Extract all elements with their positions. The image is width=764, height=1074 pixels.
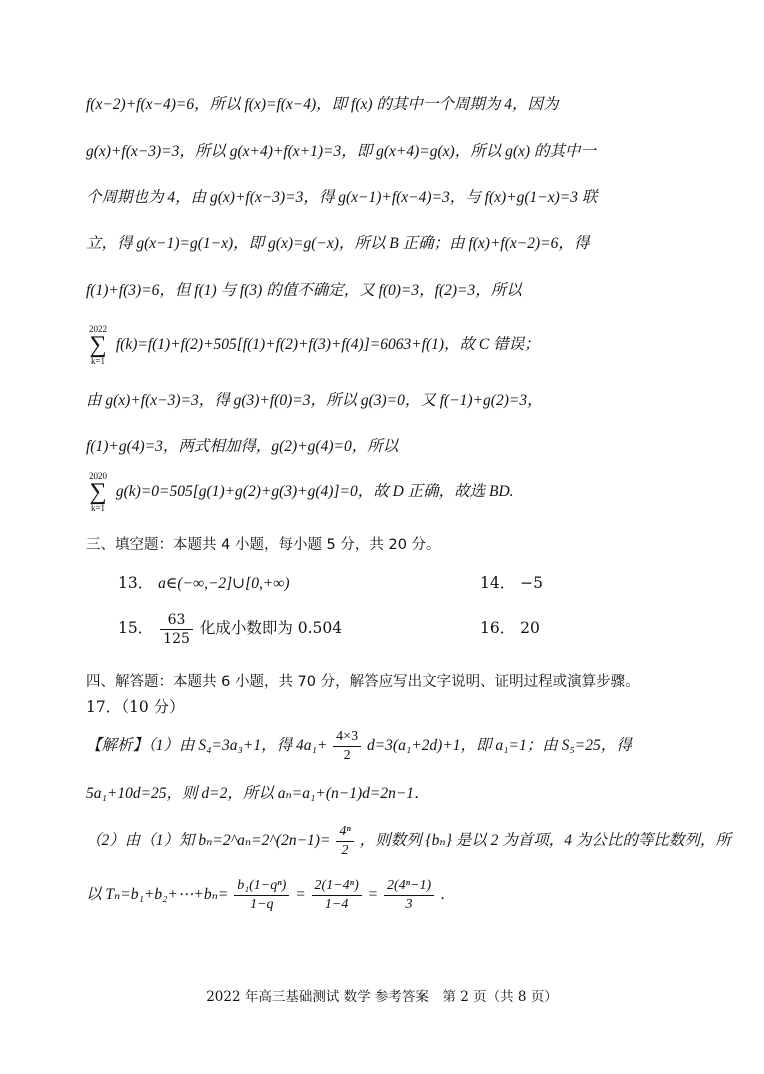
solution-line-2: 5a₁+10d=25，则 d=2，所以 aₙ=a₁+(n−1)d=2n−1． (86, 785, 430, 802)
fraction-result: $\frac{\text{2(4ⁿ−1)}}{3}$ (384, 877, 434, 914)
fraction-4x3-over-2: $\frac{4\times 3}{2}$ (333, 728, 361, 765)
text-line-4: 立，得 g(x−1)=g(1−x)，即 g(x)=g(−x)，所以 B 正确；由 f(x)+f(x−2)=6，得 (86, 235, 590, 252)
page-footer: 2022 年高三基础测试 数学 参考答案 第 2 页（共 8 页） (206, 989, 558, 1005)
answer-13: 13． a∈(−∞,−2]∪[0,+∞) (118, 574, 290, 592)
text-line-1: f(x−2)+f(x−4)=6，所以 f(x)=f(x−4)，即 f(x) 的其中一个周期为 4，因为 (86, 96, 559, 113)
text-line-8: f(1)+g(4)=3，两式相加得，g(2)+g(4)=0，所以 (86, 438, 399, 455)
fraction-step-2: $\frac{\text{2(1−4ⁿ)}}{1-4}$ (312, 877, 362, 914)
text-line-5: f(1)+f(3)=6，但 f(1) 与 f(3) 的值不确定，又 f(0)=3，f(2)=3，所以 (86, 282, 522, 299)
solution-line-4: 以 Tₙ=b₁+b₂+⋯+bₙ= $\frac{\text{b₁(1−qⁿ)}}{1-q}$ = $\frac{\text{2(1−4ⁿ)}}{1-4}$ = $\frac{\text{2(4ⁿ−1)}}{3}$ ． (86, 877, 456, 912)
sum-upper-limit: 2022 (89, 324, 107, 335)
text-line-2: g(x)+f(x−3)=3，所以 g(x+4)+f(x+1)=3，即 g(x+4)=g(x)，所以 g(x) 的其中一 (86, 143, 596, 160)
sum-lower-limit: k=1 (90, 503, 106, 514)
text-line-7: 由 g(x)+f(x−3)=3，得 g(3)+f(0)=3，所以 g(3)=0，又 f(−1)+g(2)=3， (86, 392, 543, 409)
answer-16: 16． 20 (480, 619, 540, 637)
section-4-heading: 四、解答题：本题共 6 小题，共 70 分，解答应写出文字说明、证明过程或演算步骤。 (86, 674, 640, 690)
sum-lower-limit: k=1 (90, 356, 106, 367)
sum-line-2 (86, 469, 694, 515)
answer-15: 15． $\frac{63}{125}$ 化成小数即为 0.504 (118, 611, 343, 647)
sum-upper-limit: 2020 (89, 471, 107, 482)
solution-line-1: 【解析】（1）由 S₄=3a₃+1，得 4a₁+ $\frac{4\times 3}{2}$ d=3(a₁+2d)+1，即 a₁=1；由 S₅=25，得 (86, 728, 632, 763)
sum-expression-1: f(k)=f(1)+f(2)+505[f(1)+f(2)+f(3)+f(4)]=6063+f(1)，故 C 错误； (115, 336, 540, 353)
section-3-heading: 三、填空题：本题共 4 小题，每小题 5 分，共 20 分。 (86, 537, 441, 553)
summation-sign: 2022 ∑ k=1 (86, 324, 110, 366)
fraction-geometric-sum: $\frac{\text{b₁(1−qⁿ)}}{1-q}$ (234, 877, 289, 914)
question-17-heading: 17．（10 分） (86, 698, 185, 716)
fraction-63-125: $\frac{63}{125}$ (160, 611, 193, 648)
sum-expression-2: g(k)=0=505[g(1)+g(2)+g(3)+g(4)]=0，故 D 正确，故选 BD. (115, 483, 514, 500)
fraction-4n-over-2: $\frac{\text{4ⁿ}}{2}$ (336, 823, 353, 860)
sum-line-1 (86, 322, 694, 368)
summation-sign: 2020 ∑ k=1 (86, 471, 110, 513)
solution-line-3: （2）由（1）知 bₙ=2^aₙ=2^(2n−1)= $\frac{\text{4ⁿ}}{2}$ ，则数列 {bₙ} 是以 2 为首项，4 为公比的等比数列，所 (86, 823, 731, 858)
answer-14: 14． −5 (480, 574, 544, 592)
text-line-3: 个周期也为 4，由 g(x)+f(x−3)=3，得 g(x−1)+f(x−4)=3，与 f(x)+g(1−x)=3 联 (86, 189, 598, 206)
